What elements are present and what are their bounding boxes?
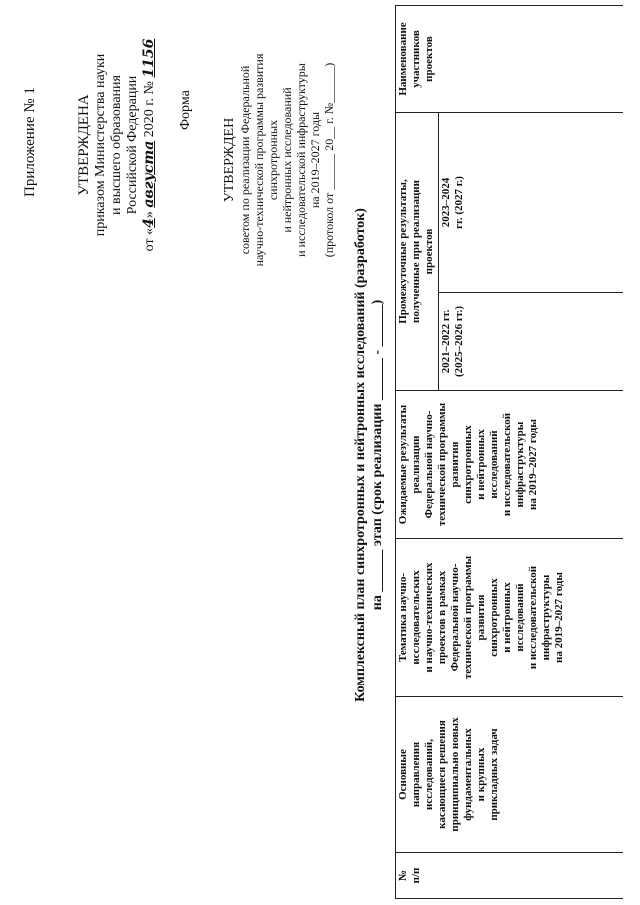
title-line-1: Комплексный план синхротронных и нейтронных исследований (разработок) <box>353 208 368 702</box>
handwritten-month: августа <box>141 140 157 208</box>
header-number: № п/п <box>396 853 624 899</box>
council-line: и исследовательской инфраструктуры <box>294 63 308 257</box>
header-interim-results: Промежуточные результаты, полученные при реализации проектов <box>396 113 439 391</box>
council-line: научно-технической программы развития <box>252 53 266 267</box>
document-title <box>352 65 386 845</box>
header-directions: Основные направления исследований, касающиеся решения принципиально новых фундаментальных и крупных прикладных задач <box>396 697 624 853</box>
subheader-2023-2024: 2023–2024 гг. (2027 г.) <box>439 113 623 293</box>
approved-label: УТВЕРЖДЕНА <box>76 94 92 196</box>
handwritten-number: 1156 <box>141 38 157 78</box>
header-expected-results: Ожидаемые результаты реализации Федеральной научно- технической программы развития синхротронных и нейтронных исследований и исследовательской инфраструктуры на 2019–2027 годы <box>396 391 624 539</box>
plan-table <box>395 5 623 899</box>
council-line: советом по реализации Федеральной <box>238 65 252 255</box>
header-participants: Наименование участников проектов <box>396 6 624 113</box>
appendix-number: Приложение № 1 <box>22 87 38 197</box>
council-protocol: (протокол от ______ 20__ г. №______) <box>322 62 336 258</box>
header-topics: Тематика научно- исследовательских и научно-технических проектов в рамках Федеральной научно- технической программы развития синхротронных и нейтронных исследований и исследовательской инфраструктуры на 2019–2027 годы <box>396 539 624 697</box>
council-line: синхротронных <box>266 119 280 201</box>
order-line-1: приказом Министерства науки <box>93 53 108 237</box>
subheader-2021-2022: 2021–2022 гг. (2025–2026 гг.) <box>439 293 623 391</box>
form-label: Форма <box>178 90 193 130</box>
handwritten-day: 4 <box>141 218 157 228</box>
order-date: от «4» августа 2020 г. № 1156 <box>141 38 157 252</box>
title-line-2: на ______ этап (срок реализации ______ - ______) <box>370 299 385 611</box>
council-approval-block <box>222 15 336 305</box>
order-line-3: Российской Федерации <box>125 75 140 215</box>
council-line: и нейтронных исследований <box>280 87 294 233</box>
order-line-2: и высшего образования <box>109 75 124 215</box>
council-approved-label: УТВЕРЖДЕН <box>222 117 237 203</box>
council-line: на 2019–2027 годы <box>308 111 322 209</box>
